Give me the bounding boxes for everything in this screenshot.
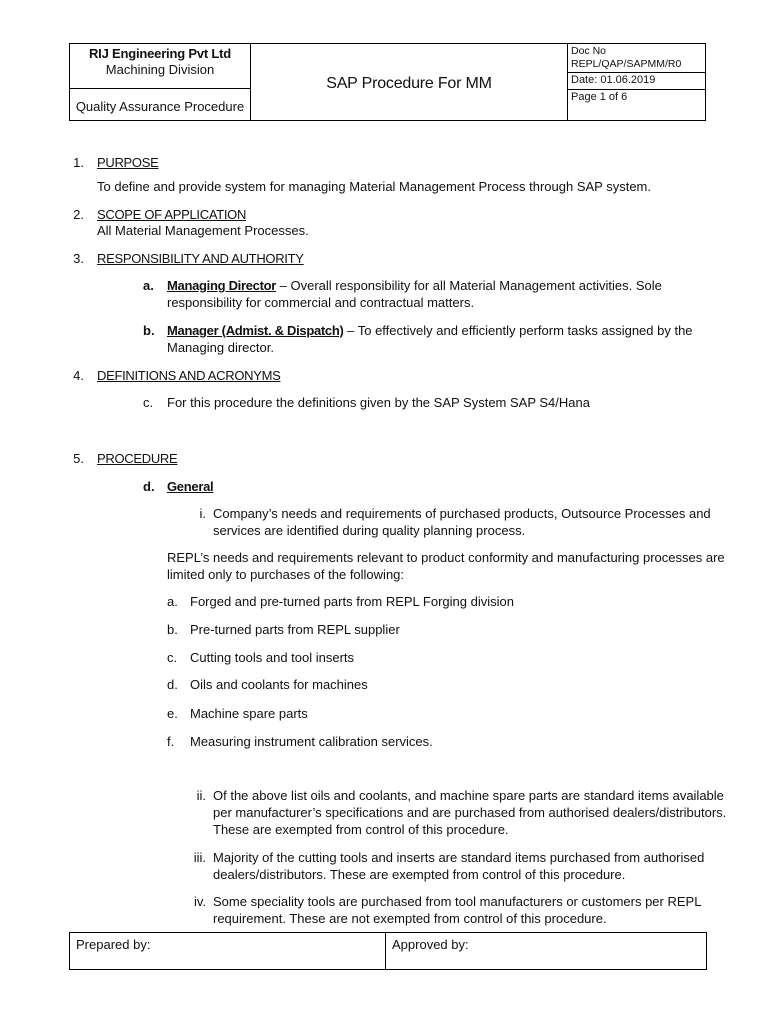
scope-text: All Material Management Processes. — [97, 223, 309, 238]
section-heading-scope: SCOPE OF APPLICATION — [97, 207, 247, 222]
section-number: 3. — [73, 251, 84, 266]
paragraph-line1: REPL’s needs and requirements relevant to product conformity and manufacturing processes are — [167, 550, 725, 565]
roman-label: ii. — [196, 788, 206, 803]
roman-label: iv. — [193, 894, 206, 909]
doc-number-label: Doc No — [571, 45, 607, 57]
list-label: a. — [167, 594, 178, 609]
item-i-line2: services are identified during quality planning process. — [213, 523, 526, 538]
doc-date: Date: 01.06.2019 — [568, 73, 705, 90]
list-label: c. — [143, 395, 154, 410]
list-item: Forged and pre-turned parts from REPL Forging division — [190, 594, 514, 609]
document-header — [69, 43, 706, 121]
section-heading-procedure: PROCEDURE — [97, 451, 178, 466]
doc-number: REPL/QAP/SAPMM/R0 — [571, 58, 682, 70]
signature-table — [69, 932, 707, 970]
responsibility-item-manager — [167, 323, 693, 339]
subheading-general: General — [167, 479, 214, 494]
role-description: – To effectively and efficiently perform tasks assigned by the — [343, 323, 693, 338]
section-number: 2. — [73, 207, 84, 222]
section-number: 1. — [73, 155, 84, 170]
definitions-text: For this procedure the definitions given by the SAP System SAP S4/Hana — [167, 395, 590, 410]
document-title: SAP Procedure For MM — [326, 75, 492, 92]
role-description-cont: Managing director. — [167, 340, 274, 355]
list-item: Machine spare parts — [190, 706, 308, 721]
list-label: d. — [143, 479, 155, 494]
section-heading-purpose: PURPOSE — [97, 155, 159, 170]
item-iii-line1: Majority of the cutting tools and inserts are standard items purchased from authorised — [213, 850, 705, 865]
list-item: Cutting tools and tool inserts — [190, 650, 355, 665]
list-label: b. — [167, 622, 178, 637]
list-label: b. — [143, 323, 155, 338]
list-label: e. — [167, 706, 178, 721]
section-heading-definitions: DEFINITIONS AND ACRONYMS — [97, 368, 281, 383]
item-ii-line3: These are exempted from control of this procedure. — [213, 822, 509, 837]
doc-number-cell — [568, 44, 705, 73]
company-block — [70, 44, 250, 89]
role-name: Managing Director — [167, 278, 277, 293]
header-title-column — [251, 44, 568, 120]
list-item: Pre-turned parts from REPL supplier — [190, 622, 400, 637]
header-left-column — [70, 44, 251, 120]
item-ii-line1: Of the above list oils and coolants, and machine spare parts are standard items available — [213, 788, 724, 803]
roman-label: i. — [199, 506, 206, 521]
role-description: – Overall responsibility for all Material Management activities. Sole — [276, 278, 662, 293]
prepared-by-cell: Prepared by: — [70, 933, 386, 969]
list-label: d. — [167, 677, 178, 692]
section-heading-responsibility: RESPONSIBILITY AND AUTHORITY — [97, 251, 304, 266]
paragraph-line2: limited only to purchases of the following: — [167, 567, 405, 582]
section-number: 5. — [73, 451, 84, 466]
role-description-cont: responsibility for commercial and contractual matters. — [167, 295, 475, 310]
roman-label: iii. — [193, 850, 206, 865]
division-name: Machining Division — [105, 62, 215, 77]
list-label: a. — [143, 278, 154, 293]
list-item: Measuring instrument calibration services. — [190, 734, 433, 749]
list-label: c. — [167, 650, 178, 665]
procedure-type: Quality Assurance Procedure — [75, 99, 245, 114]
list-label: f. — [167, 734, 175, 749]
approved-by-cell: Approved by: — [392, 937, 469, 952]
company-name: RIJ Engineering Pvt Ltd — [88, 46, 232, 61]
item-iv-line1: Some speciality tools are purchased from tool manufacturers or customers per REPL — [213, 894, 702, 909]
responsibility-item-md — [167, 278, 662, 294]
item-iv-line2: requirement. These are not exempted from control of this procedure. — [213, 911, 607, 926]
item-i-line1: Company’s needs and requirements of purchased products, Outsource Processes and — [213, 506, 711, 521]
purpose-text: To define and provide system for managing Material Management Process through SAP system. — [97, 179, 651, 194]
section-number: 4. — [73, 368, 84, 383]
page-number: Page 1 of 6 — [571, 91, 628, 103]
header-meta-column — [568, 44, 705, 120]
item-ii-line2: per manufacturer’s specifications and are purchased from authorised dealers/distributors. — [213, 805, 727, 820]
list-item: Oils and coolants for machines — [190, 677, 368, 692]
role-name: Manager (Admist. & Dispatch) — [167, 323, 344, 338]
item-iii-line2: dealers/distributors. These are exempted from control of this procedure. — [213, 867, 626, 882]
